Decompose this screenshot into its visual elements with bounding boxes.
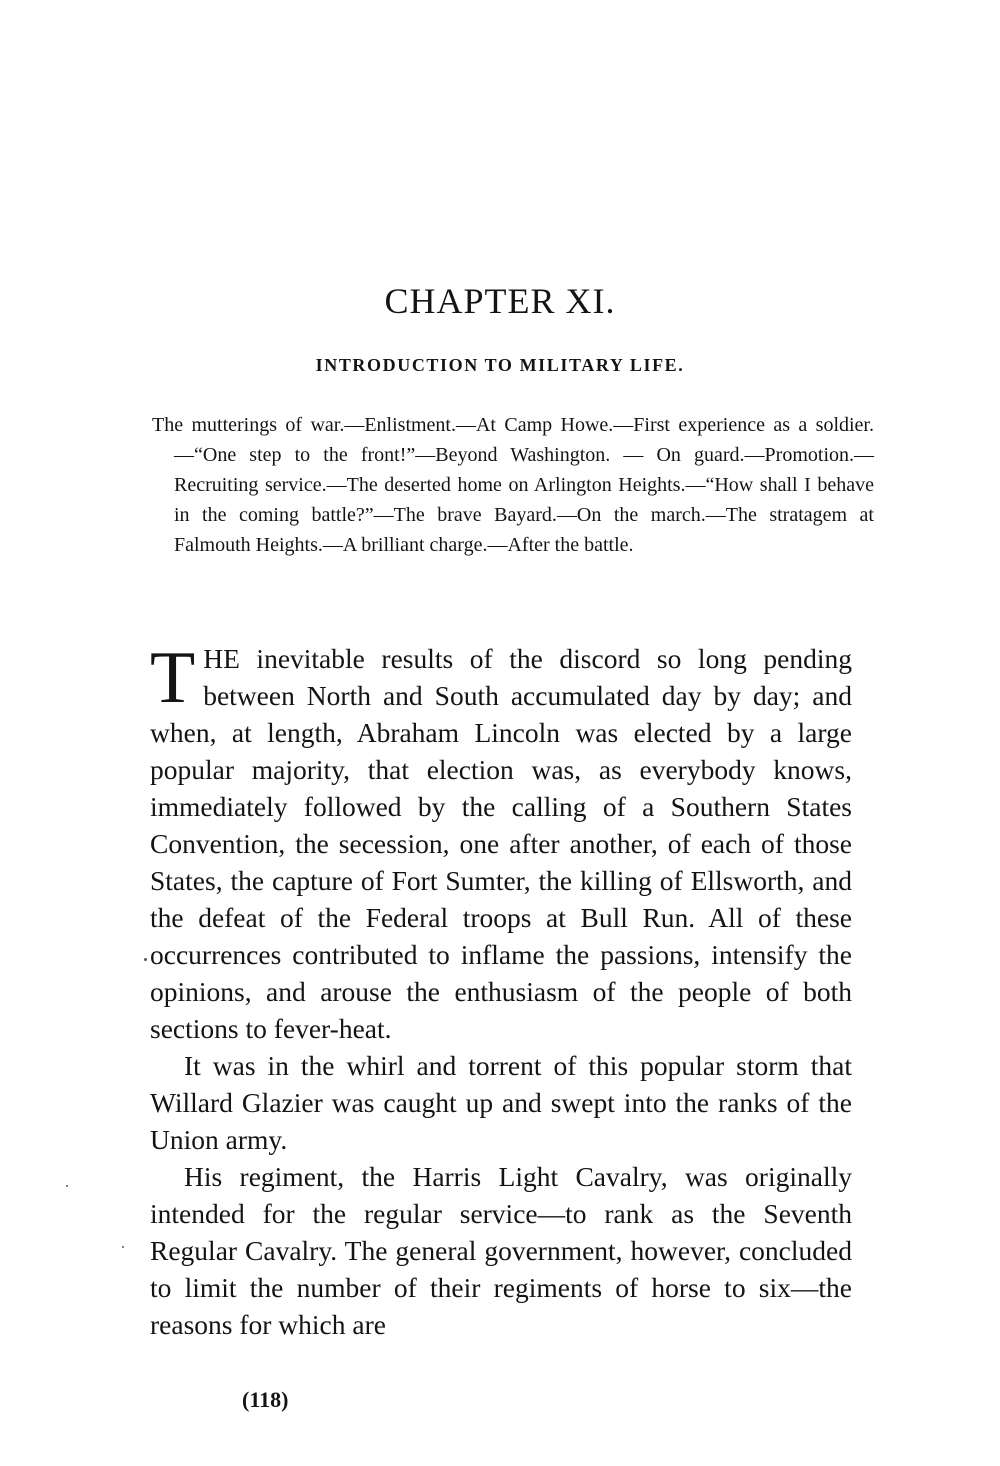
paragraph-2: It was in the whirl and torrent of this popular storm that Willard Glazier was caught up and swept into the ranks of the Union army.: [150, 1050, 852, 1155]
print-speck: [122, 1246, 124, 1248]
chapter-title: CHAPTER XI.: [384, 281, 616, 321]
chapter-synopsis: The mutterings of war.—Enlistment.—At Camp Howe.—First experience as a soldier.—“One step to the front!”—Beyond Washington. — On guard.—Promotion.—Recruiting service.—The deserted home on Arlington Heights.—“How shall I behave in the coming battle?”—The brave Bayard.—On the march.—The stratagem at Falmouth Heights.—A brilliant charge.—After the battle.: [152, 414, 874, 556]
paragraph-1-text: HE inevitable results of the discord so long pending between North and South accumulated day by day; and when, at length, Abraham Lincoln was elected by a large popular majority, that election was, as everybody knows, immediately followed by the calling of a Southern States Convention, the secession, one after another, of each of those States, the capture of Fort Sumter, the killing of Ellsworth, and the defeat of the Federal troops at Bull Run. All of these occurrences contributed to inflame the passions, intensify the opinions, and arouse the enthusiasm of the people of both sections to fever-heat.: [150, 643, 852, 1044]
print-speck: [144, 958, 147, 961]
print-speck: [66, 1185, 68, 1187]
drop-cap: T: [150, 637, 196, 719]
page-number: (118): [242, 1387, 289, 1412]
paragraph-3: His regiment, the Harris Light Cavalry, was originally intended for the regular service—to rank as the Seventh Regular Cavalry. The general government, however, concluded to limit the number of their regiments of horse to six—the reasons for which are: [150, 1161, 852, 1340]
chapter-subtitle: INTRODUCTION TO MILITARY LIFE.: [315, 355, 685, 375]
chapter-body: [150, 637, 852, 1343]
paragraph-1: [150, 637, 852, 1047]
